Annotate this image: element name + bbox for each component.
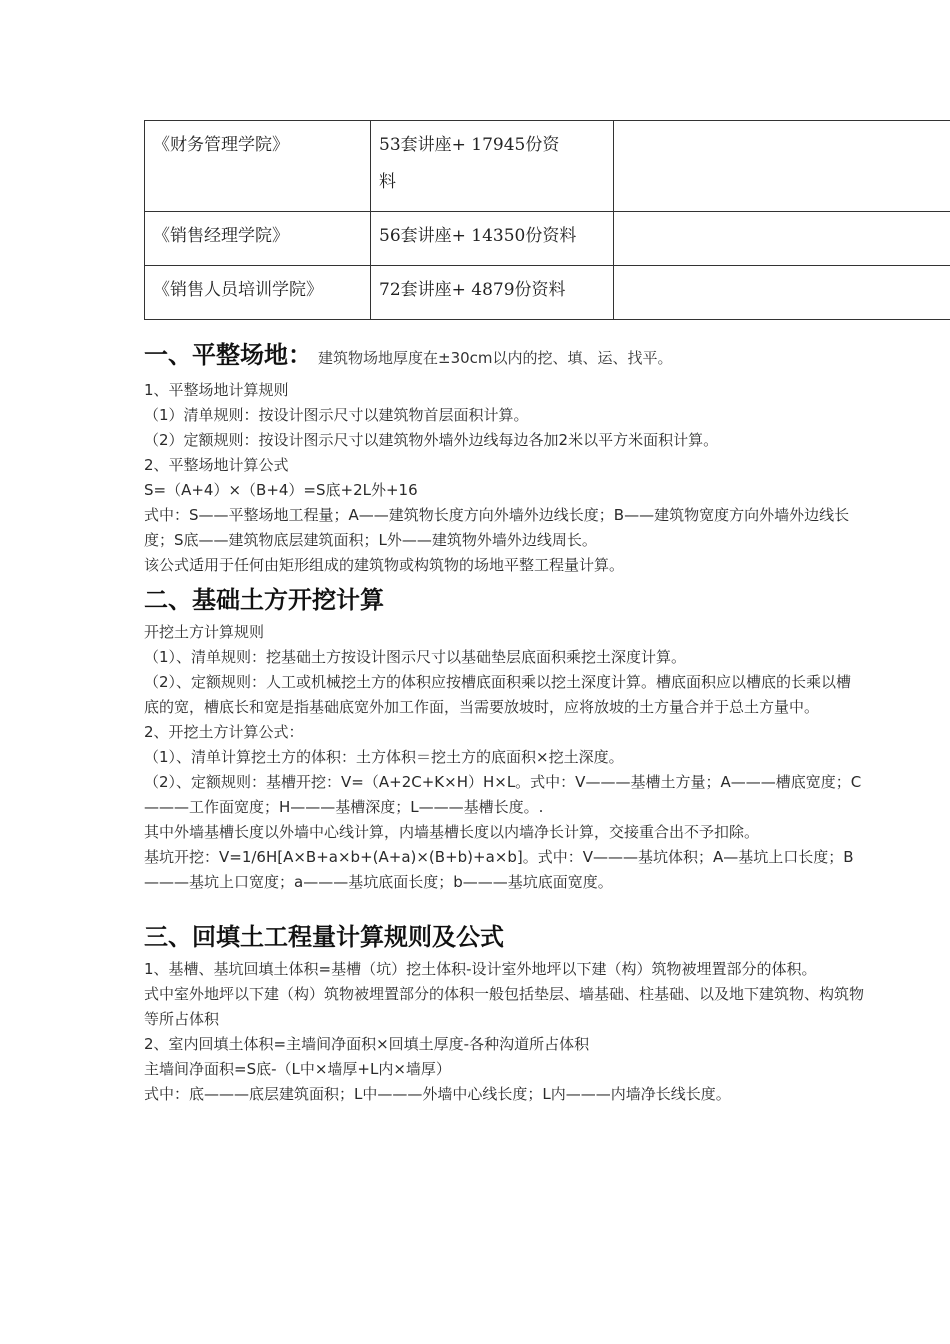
- section-title: 一、平整场地：: [144, 341, 312, 369]
- section-heading: 三、回填土工程量计算规则及公式: [144, 923, 504, 951]
- paragraph: 1、基槽、基坑回填土体积=基槽（坑）挖土体积-设计室外地坪以下建（构）筑物被埋置部分的体积。: [144, 960, 817, 978]
- course-name: 《销售经理学院》: [145, 212, 371, 266]
- paragraph: 式中：底———底层建筑面积；L中———外墙中心线长度；L内———内墙净长线长度。: [144, 1085, 731, 1103]
- paragraph: （2）、定额规则：人工或机械挖土方的体积应按槽底面积乘以挖土深度计算。槽底面积应以槽底的长乘以槽底的宽，槽底长和宽是指基础底宽外加工作面，当需要放坡时，应将放坡的土方量合并于总土方量中。: [144, 673, 852, 716]
- paragraph: 式中：S——平整场地工程量；A——建筑物长度方向外墙外边线长度；B——建筑物宽度方向外墙外边线长度；S底——建筑物底层建筑面积；L外——建筑物外墙外边线周长。: [144, 506, 850, 549]
- table-row: [145, 212, 950, 266]
- paragraph: （2）定额规则：按设计图示尺寸以建筑物外墙外边线每边各加2米以平方米面积计算。: [144, 431, 719, 449]
- course-detail: 72套讲座+ 4879份资料: [371, 266, 614, 320]
- course-name: 《财务管理学院》: [145, 121, 371, 212]
- course-table: [144, 120, 950, 320]
- article-body: [144, 335, 864, 1107]
- paragraph: （2）、定额规则：基槽开挖：V=（A+2C+K×H）H×L。式中：V———基槽土方量；A———槽底宽度；C———工作面宽度；H———基槽深度；L———基槽长度。.: [144, 773, 862, 816]
- paragraph: 式中室外地坪以下建（构）筑物被埋置部分的体积一般包括垫层、墙基础、柱基础、以及地下建筑物、构筑物等所占体积: [144, 985, 865, 1028]
- course-note: [614, 212, 950, 266]
- formula: 主墙间净面积=S底-（L中×墙厚+L内×墙厚）: [144, 1060, 451, 1078]
- paragraph: （1）、清单计算挖土方的体积：土方体积＝挖土方的底面积×挖土深度。: [144, 748, 624, 766]
- section-subtitle: 建筑物场地厚度在±30cm以内的挖、填、运、找平。: [318, 349, 673, 367]
- table-row: [145, 266, 950, 320]
- course-name: 《销售人员培训学院》: [145, 266, 371, 320]
- paragraph: 2、室内回填土体积=主墙间净面积×回填土厚度-各种沟道所占体积: [144, 1035, 590, 1053]
- section-heading: [144, 335, 864, 378]
- paragraph: 2、开挖土方计算公式：: [144, 723, 304, 741]
- paragraph: 其中外墙基槽长度以外墙中心线计算，内墙基槽长度以内墙净长计算，交接重合出不予扣除。: [144, 823, 760, 841]
- course-detail: 56套讲座+ 14350份资料: [371, 212, 614, 266]
- course-note: [614, 121, 950, 212]
- paragraph: 1、平整场地计算规则: [144, 381, 289, 399]
- paragraph: 2、平整场地计算公式: [144, 456, 289, 474]
- paragraph: （1）、清单规则：挖基础土方按设计图示尺寸以基础垫层底面积乘挖土深度计算。: [144, 648, 687, 666]
- paragraph: （1）清单规则：按设计图示尺寸以建筑物首层面积计算。: [144, 406, 529, 424]
- course-detail: 53套讲座+ 17945份资料: [371, 121, 614, 212]
- paragraph: 基坑开挖：V=1/6H[A×B+a×b+(A+a)×(B+b)+a×b]。式中：V———基坑体积；A—基坑上口长度；B———基坑上口宽度；a———基坑底面长度；b———基坑底面宽度。: [144, 848, 854, 891]
- table-row: [145, 121, 950, 212]
- formula: S=（A+4）×（B+4）=S底+2L外+16: [144, 481, 418, 499]
- course-note: [614, 266, 950, 320]
- paragraph: 该公式适用于任何由矩形组成的建筑物或构筑物的场地平整工程量计算。: [144, 556, 625, 574]
- section-heading: 二、基础土方开挖计算: [144, 586, 384, 614]
- paragraph: 开挖土方计算规则: [144, 623, 265, 641]
